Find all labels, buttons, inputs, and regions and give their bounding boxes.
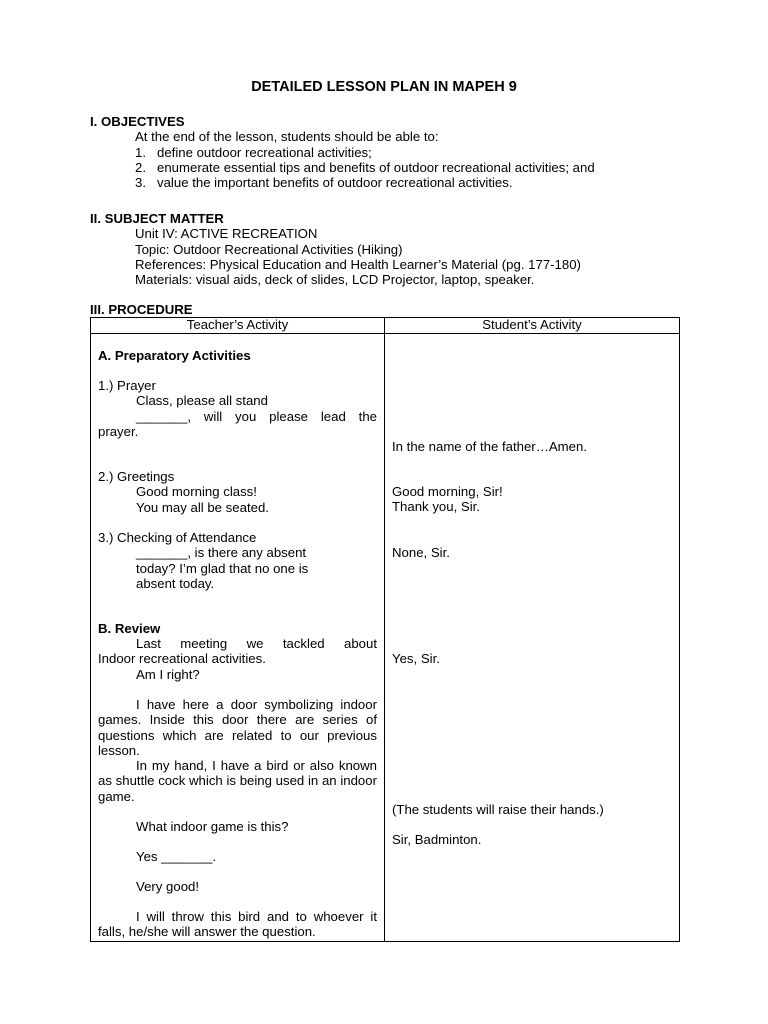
objectives-list bbox=[90, 145, 690, 191]
student-review-response: Yes, Sir. bbox=[392, 651, 440, 666]
review-text: Last meeting we tackled about bbox=[136, 636, 377, 651]
attendance-block bbox=[98, 530, 377, 591]
student-greeting-response: Thank you, Sir. bbox=[392, 499, 480, 514]
prayer-text: _______, will you please lead the bbox=[136, 408, 377, 424]
objectives-section bbox=[90, 114, 690, 190]
review-paragraph-throw: I will throw this bird and to whoever it falls, he/she will answer the question. bbox=[98, 909, 377, 940]
student-raise-hands: (The students will raise their hands.) bbox=[392, 802, 604, 817]
review-text: Indoor recreational activities. bbox=[98, 651, 266, 667]
subject-matter-heading: II. SUBJECT MATTER bbox=[90, 211, 224, 226]
subject-unit: Unit IV: ACTIVE RECREATION bbox=[135, 226, 318, 242]
procedure-table bbox=[90, 317, 680, 942]
student-answer: Sir, Badminton. bbox=[392, 832, 482, 847]
attendance-text: today? I’m glad that no one is bbox=[136, 560, 309, 576]
subject-topic: Topic: Outdoor Recreational Activities (Hiking) bbox=[135, 241, 403, 257]
objectives-intro: At the end of the lesson, students should be able to: bbox=[135, 129, 439, 145]
student-activity-cell bbox=[385, 334, 680, 942]
greetings-label: 2.) Greetings bbox=[98, 469, 175, 484]
prayer-text: prayer. bbox=[98, 423, 139, 439]
greetings-block bbox=[98, 469, 377, 515]
table-header-row bbox=[91, 318, 680, 334]
review-paragraph-bird: In my hand, I have a bird or also known as shuttle cock which is being used in an indoor game. bbox=[98, 758, 377, 804]
preparatory-heading: A. Preparatory Activities bbox=[98, 348, 251, 363]
objective-item: 2. enumerate essential tips and benefits of outdoor recreational activities; and bbox=[135, 159, 595, 175]
prayer-label: 1.) Prayer bbox=[98, 378, 156, 393]
objective-item: 1. define outdoor recreational activities; bbox=[135, 144, 372, 160]
review-paragraph-door: I have here a door symbolizing indoor games. Inside this door there are series of questions which are related to our previous lesson. bbox=[98, 697, 377, 758]
prayer-block bbox=[98, 378, 377, 439]
teacher-activity-cell bbox=[91, 334, 385, 942]
prayer-text: Class, please all stand bbox=[136, 393, 268, 409]
page-title: DETAILED LESSON PLAN IN MAPEH 9 bbox=[251, 79, 517, 95]
review-heading: B. Review bbox=[98, 621, 161, 636]
review-text: Am I right? bbox=[136, 666, 200, 682]
table-row bbox=[91, 334, 680, 942]
greetings-text: Good morning class! bbox=[136, 484, 257, 500]
procedure-heading: III. PROCEDURE bbox=[90, 302, 193, 317]
student-column-header: Student’s Activity bbox=[385, 318, 680, 334]
review-question: What indoor game is this? bbox=[136, 819, 289, 834]
student-prayer-response: In the name of the father…Amen. bbox=[392, 439, 587, 454]
subject-matter-section bbox=[90, 211, 690, 287]
review-yes: Yes _______. bbox=[136, 849, 217, 864]
attendance-text: _______, is there any absent bbox=[136, 545, 307, 561]
subject-materials: Materials: visual aids, deck of slides, LCD Projector, laptop, speaker. bbox=[135, 272, 535, 288]
objectives-heading: I. OBJECTIVES bbox=[90, 114, 185, 129]
review-block bbox=[98, 636, 377, 682]
attendance-label: 3.) Checking of Attendance bbox=[98, 530, 257, 545]
greetings-text: You may all be seated. bbox=[136, 499, 269, 515]
attendance-text: absent today. bbox=[136, 575, 215, 591]
teacher-column-header: Teacher’s Activity bbox=[91, 318, 385, 334]
objective-item: 3. value the important benefits of outdoor recreational activities. bbox=[135, 175, 513, 191]
student-attendance-response: None, Sir. bbox=[392, 545, 450, 560]
subject-references: References: Physical Education and Health Learner’s Material (pg. 177-180) bbox=[135, 256, 581, 272]
student-greeting-response: Good morning, Sir! bbox=[392, 484, 503, 499]
review-very-good: Very good! bbox=[136, 879, 200, 894]
